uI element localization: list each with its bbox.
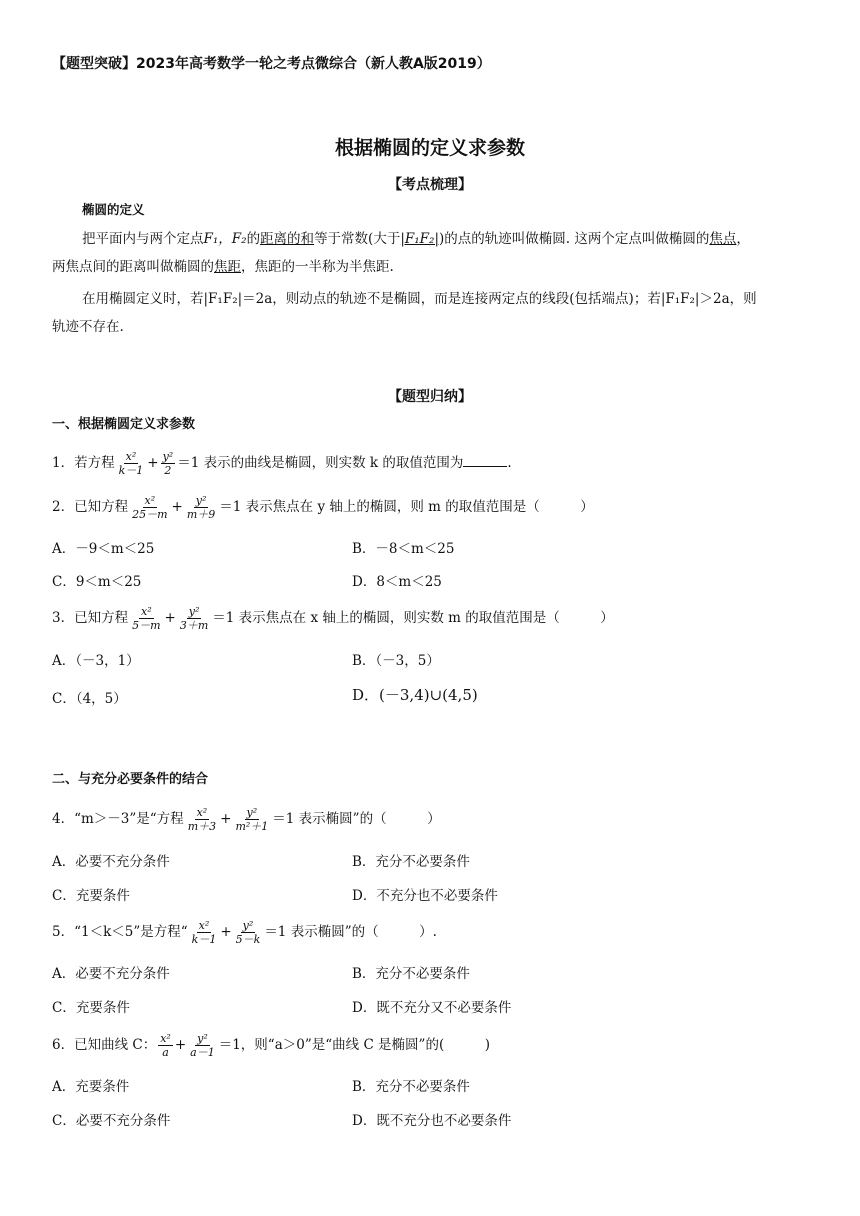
numerator: y² — [242, 919, 254, 932]
plus-sign: + — [171, 499, 183, 515]
denominator: m＋9 — [186, 508, 216, 521]
q6-option-d[interactable]: D．既不充分也不必要条件 — [352, 1113, 512, 1129]
fraction — [161, 450, 176, 477]
text: ＝1，则“a＞0”是“曲线 C 是椭圆”的( ) — [218, 1037, 490, 1053]
plus-sign: + — [220, 924, 232, 940]
underlined-term: 焦点 — [709, 231, 737, 247]
q6-option-b[interactable]: B．充分不必要条件 — [352, 1079, 470, 1095]
q3-option-b[interactable]: B．（－3，5） — [352, 653, 440, 669]
section-heading-review: 【考点梳理】 — [388, 177, 472, 193]
q3-option-d[interactable]: D．(－3,4)∪(4,5) — [352, 686, 478, 704]
plus-sign: + — [164, 610, 176, 626]
underlined-term: |F₁F₂| — [400, 231, 439, 247]
text: ＝1 表示焦点在 x 轴上的椭圆，则实数 m 的取值范围是（ ） — [212, 610, 614, 626]
numerator: x² — [144, 494, 156, 507]
text: . — [507, 455, 512, 471]
question-5 — [52, 917, 437, 947]
q5-option-c[interactable]: C．充要条件 — [52, 1000, 130, 1016]
section-heading-types: 【题型归纳】 — [388, 389, 472, 405]
text: 1．若方程 — [52, 455, 115, 471]
plus-sign: + — [220, 811, 232, 827]
denominator: 25－m — [132, 508, 168, 521]
part-heading-1: 一、根据椭圆定义求参数 — [52, 417, 196, 432]
q6-option-c[interactable]: C．必要不充分条件 — [52, 1113, 171, 1129]
text: )的点的轨迹叫做椭圆. 这两个定点叫做椭圆的 — [439, 231, 710, 247]
text: ＝1 表示的曲线是椭圆，则实数 k 的取值范围为 — [177, 455, 464, 471]
denominator: 2 — [164, 464, 172, 477]
numerator: y² — [195, 494, 207, 507]
fraction — [158, 1032, 173, 1059]
text: ＝1 表示焦点在 y 轴上的椭圆，则 m 的取值范围是（ ） — [219, 499, 594, 515]
q2-option-d[interactable]: D．8＜m＜25 — [352, 574, 442, 590]
fraction — [130, 605, 162, 632]
fraction — [130, 494, 169, 521]
numerator: x² — [160, 1032, 171, 1045]
fraction — [186, 806, 218, 833]
text: 等于常数(大于 — [314, 231, 401, 247]
definition-note-line1: 在用椭圆定义时，若|F₁F₂|＝2a，则动点的轨迹不是椭圆，而是连接两定点的线段(包括端点)；若|F₁F₂|＞2a，则 — [82, 291, 757, 307]
q2-option-b[interactable]: B．－8＜m＜25 — [352, 541, 455, 557]
fraction — [117, 450, 146, 477]
fraction — [233, 806, 270, 833]
definition-paragraph-line2 — [52, 257, 394, 277]
q5-option-d[interactable]: D．既不充分又不必要条件 — [352, 1000, 512, 1016]
q5-option-a[interactable]: A．必要不充分条件 — [52, 966, 170, 982]
q2-option-c[interactable]: C．9＜m＜25 — [52, 574, 142, 590]
fraction — [178, 605, 210, 632]
numerator: y² — [246, 806, 258, 819]
text: 2．已知方程 — [52, 499, 129, 515]
text: ＝1 表示椭圆”的（ ） — [272, 811, 441, 827]
text: 两焦点间的距离叫做椭圆的 — [52, 259, 214, 275]
document-header: 【题型突破】2023年高考数学一轮之考点微综合（新人教A版2019） — [52, 56, 491, 72]
numerator: x² — [141, 605, 152, 618]
numerator: x² — [125, 450, 137, 463]
definition-note-line2: 轨迹不存在. — [52, 319, 124, 335]
question-1 — [52, 448, 512, 478]
text: 的 — [246, 231, 261, 247]
part-heading-2: 二、与充分必要条件的结合 — [52, 772, 209, 787]
denominator: 5－m — [132, 619, 161, 632]
denominator: m＋3 — [187, 820, 217, 833]
numerator: x² — [196, 806, 208, 819]
fraction — [234, 919, 263, 946]
text: ，焦距的一半称为半焦距. — [241, 259, 394, 275]
underlined-term: 焦距 — [214, 259, 241, 275]
text: 6．已知曲线 C： — [52, 1037, 157, 1053]
definition-heading: 椭圆的定义 — [82, 202, 145, 217]
question-4 — [52, 804, 441, 834]
text: 3．已知方程 — [52, 610, 129, 626]
text: 4．“m＞－3”是“方程 — [52, 811, 184, 827]
page-title: 根据椭圆的定义求参数 — [334, 137, 525, 159]
q5-option-b[interactable]: B．充分不必要条件 — [352, 966, 470, 982]
denominator: k－1 — [191, 933, 217, 946]
fraction — [188, 1032, 217, 1059]
fraction — [190, 919, 219, 946]
denominator: 3＋m — [179, 619, 209, 632]
q2-option-a[interactable]: A．－9＜m＜25 — [52, 541, 155, 557]
text: ＝1 表示椭圆”的（ ）. — [264, 924, 437, 940]
numerator: y² — [162, 450, 174, 463]
q3-option-a[interactable]: A．（－3，1） — [52, 653, 140, 669]
text: 5．“1＜k＜5”是方程“ — [52, 924, 188, 940]
denominator: m²＋1 — [235, 820, 269, 833]
q4-option-b[interactable]: B．充分不必要条件 — [352, 854, 470, 870]
foci-symbols: F₁，F₂ — [203, 231, 247, 247]
question-6 — [52, 1030, 490, 1060]
numerator: y² — [197, 1032, 208, 1045]
fraction — [185, 494, 217, 521]
question-2 — [52, 492, 594, 522]
denominator: a — [162, 1046, 169, 1059]
q4-option-c[interactable]: C．充要条件 — [52, 888, 130, 904]
q6-option-a[interactable]: A．充要条件 — [52, 1079, 130, 1095]
numerator: y² — [188, 605, 200, 618]
denominator: a－1 — [190, 1046, 215, 1059]
q4-option-d[interactable]: D．不充分也不必要条件 — [352, 888, 498, 904]
definition-paragraph-line1 — [82, 229, 750, 249]
q4-option-a[interactable]: A．必要不充分条件 — [52, 854, 170, 870]
underlined-term: 距离的和 — [260, 231, 315, 247]
text: ， — [736, 231, 750, 247]
text: 把平面内与两个定点 — [82, 231, 204, 247]
question-3 — [52, 603, 614, 633]
numerator: x² — [198, 919, 210, 932]
plus-sign: + — [174, 1037, 187, 1053]
answer-blank[interactable] — [463, 454, 507, 467]
plus-sign: + — [147, 455, 159, 471]
denominator: 5－k — [235, 933, 261, 946]
q3-option-c[interactable]: C．（4，5） — [52, 691, 127, 707]
denominator: k－1 — [118, 464, 144, 477]
